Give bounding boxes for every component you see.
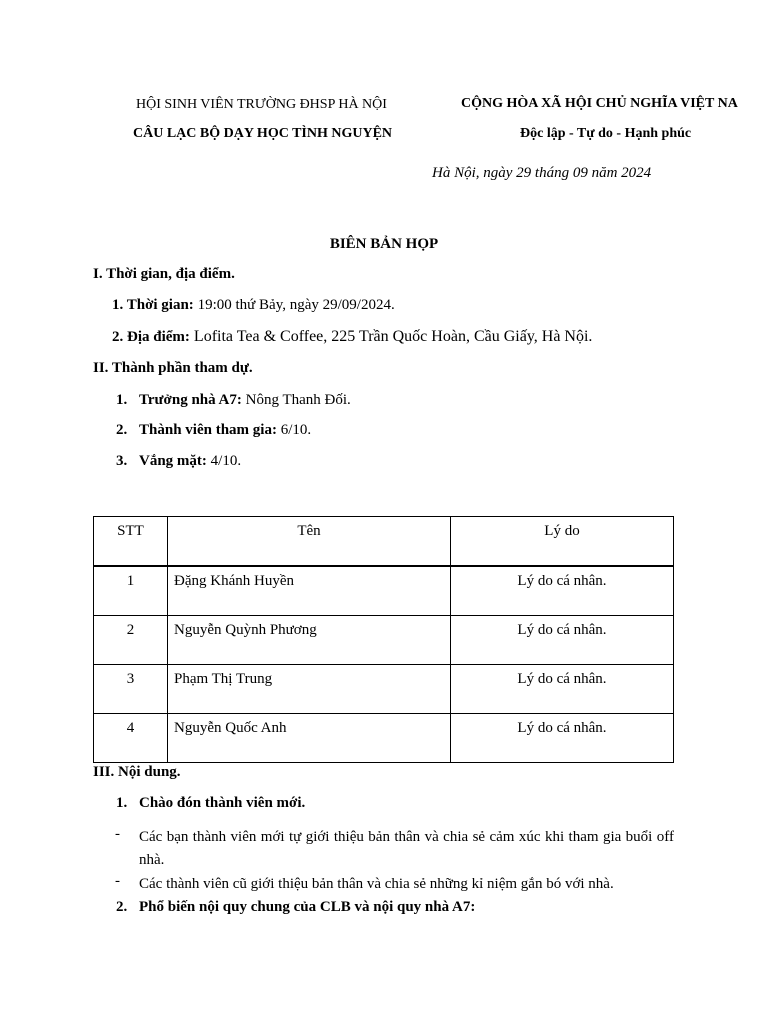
header-stt: STT — [94, 517, 168, 567]
members-value: 6/10. — [276, 422, 312, 438]
leader-value: Nông Thanh Đối. — [241, 392, 351, 408]
attendance-item-text — [139, 422, 311, 439]
absent-label: Vắng mặt: — [139, 453, 207, 469]
section-2-heading: II. Thành phần tham dự. — [93, 360, 253, 376]
date-line: Hà Nội, ngày 29 tháng 09 năm 2024 — [432, 165, 652, 181]
cell-reason: Lý do cá nhân. — [451, 665, 674, 714]
document-title: BIÊN BẢN HỌP — [329, 236, 439, 252]
place-label: 2. Địa điểm: — [112, 329, 190, 345]
table-row — [94, 616, 674, 665]
bullet-text: Các thành viên cũ giới thiệu bản thân và chia sẻ những kỉ niệm gắn bó với nhà. — [139, 876, 614, 892]
cell-reason: Lý do cá nhân. — [451, 616, 674, 665]
bullet-dash: - — [115, 826, 120, 842]
header-name: Tên — [168, 517, 451, 567]
item-number: 1. — [116, 392, 128, 408]
attendance-item-text — [139, 392, 351, 409]
org-line-1: HỘI SINH VIÊN TRƯỜNG ĐHSP HÀ NỘI — [136, 97, 387, 112]
attendance-item-text — [139, 453, 241, 470]
time-value: 19:00 thứ Bảy, ngày 29/09/2024. — [193, 297, 395, 313]
attendance-item — [116, 453, 127, 470]
cell-stt: 3 — [94, 665, 168, 714]
org-line-2: CÂU LẠC BỘ DẠY HỌC TÌNH NGUYỆN — [133, 126, 393, 141]
table-row — [94, 665, 674, 714]
place-line — [112, 328, 592, 346]
cell-stt: 4 — [94, 714, 168, 763]
cell-reason: Lý do cá nhân. — [451, 566, 674, 616]
absent-value: 4/10. — [206, 453, 242, 469]
cell-name: Nguyễn Quốc Anh — [168, 714, 451, 763]
cell-name: Đặng Khánh Huyền — [168, 566, 451, 616]
section-1-heading: I. Thời gian, địa điểm. — [93, 266, 235, 282]
leader-label: Trưởng nhà A7: — [139, 392, 242, 408]
cell-name: Nguyễn Quỳnh Phương — [168, 616, 451, 665]
content-item-number: 1. — [116, 795, 128, 811]
cell-stt: 2 — [94, 616, 168, 665]
members-label: Thành viên tham gia: — [139, 422, 277, 438]
nation-motto: Độc lập - Tự do - Hạnh phúc — [520, 126, 692, 141]
attendance-item — [116, 422, 127, 439]
section-3-heading: III. Nội dung. — [93, 764, 181, 780]
place-value: Lofita Tea & Coffee, 225 Trần Quốc Hoàn, Cầu Giấy, Hà Nội. — [189, 328, 593, 345]
item-number: 2. — [116, 422, 128, 438]
cell-stt: 1 — [94, 566, 168, 616]
content-item-title: Phổ biến nội quy chung của CLB và nội quy nhà A7: — [139, 899, 476, 915]
cell-name: Phạm Thị Trung — [168, 665, 451, 714]
bullet-dash: - — [115, 873, 120, 889]
content-item-number: 2. — [116, 899, 128, 915]
table-row — [94, 566, 674, 616]
nation-line-1: CỘNG HÒA XÃ HỘI CHỦ NGHĨA VIỆT NA — [461, 96, 738, 111]
table-header-row — [94, 517, 674, 567]
attendance-item — [116, 392, 127, 409]
absence-table — [93, 516, 674, 763]
time-label: 1. Thời gian: — [112, 297, 194, 313]
item-number: 3. — [116, 453, 128, 469]
table-row — [94, 714, 674, 763]
content-item-title: Chào đón thành viên mới. — [139, 795, 306, 811]
bullet-text: Các bạn thành viên mới tự giới thiệu bản thân và chia sẻ cảm xúc khi tham gia buổi off nhà. — [139, 829, 674, 868]
cell-reason: Lý do cá nhân. — [451, 714, 674, 763]
header-reason: Lý do — [451, 517, 674, 567]
time-line — [112, 297, 395, 314]
